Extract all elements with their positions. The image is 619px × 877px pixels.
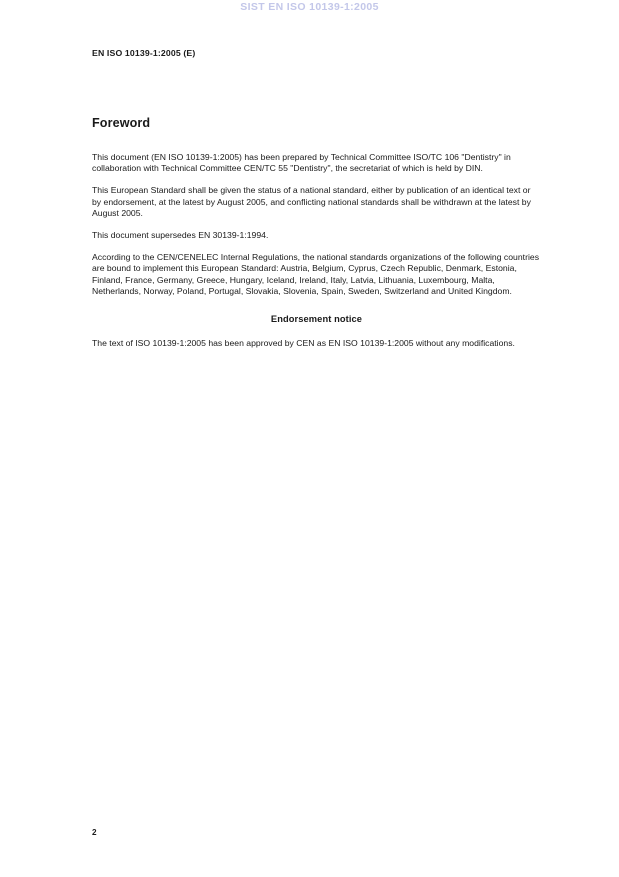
- foreword-heading: Foreword: [92, 116, 151, 130]
- watermark-standard-id: SIST EN ISO 10139-1:2005: [240, 1, 379, 13]
- endorsement-notice-heading: Endorsement notice: [270, 314, 363, 325]
- foreword-paragraph-2: This European Standard shall be given the status of a national standard, either by publication of an identical text or by endorsement, at the latest by August 2005, and conflicting national standards shall be withdrawn at the latest by August 2005.: [92, 185, 531, 218]
- endorsement-paragraph-1: The text of ISO 10139-1:2005 has been approved by CEN as EN ISO 10139-1:2005 without any modifications.: [92, 338, 515, 349]
- document-reference-header: EN ISO 10139-1:2005 (E): [92, 48, 196, 58]
- page-number: 2: [92, 828, 97, 837]
- foreword-paragraph-1: This document (EN ISO 10139-1:2005) has been prepared by Technical Committee ISO/TC 106 "Dentistry" in collaboration with Technical Committee CEN/TC 55 "Dentistry", the secretariat of which is held by DIN.: [92, 152, 511, 174]
- document-body: [92, 152, 541, 360]
- foreword-paragraph-3: This document supersedes EN 30139-1:1994.: [92, 230, 269, 241]
- foreword-paragraph-4: According to the CEN/CENELEC Internal Regulations, the national standards organizations of the following countries are bound to implement this European Standard: Austria, Belgium, Cyprus, Czech Republic, Denmark, Estonia, Finland, France, Germany, Greece, Hungary, Iceland, Ireland, Italy, Latvia, Lithuania, Luxembourg, Malta, Netherlands, Norway, Poland, Portugal, Slovakia, Slovenia, Spain, Sweden, Switzerland and United Kingdom.: [92, 252, 540, 296]
